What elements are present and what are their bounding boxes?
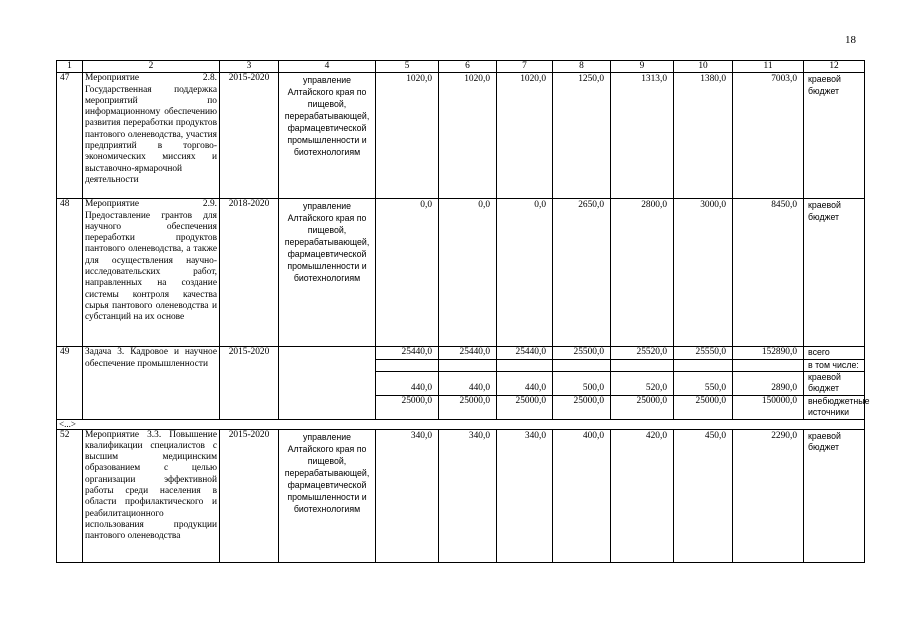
value-cell: 2650,0	[553, 199, 611, 347]
total-cell: 2290,0	[733, 429, 804, 562]
source-cell: краевой бюджет	[804, 429, 865, 562]
column-header: 3	[220, 61, 279, 73]
value-cell: 420,0	[611, 429, 674, 562]
value-cell	[674, 359, 733, 371]
value-cell: 25000,0	[674, 395, 733, 419]
column-header: 5	[376, 61, 439, 73]
value-cell: 440,0	[497, 371, 553, 395]
table-row	[57, 73, 865, 199]
omission-row	[57, 419, 865, 429]
value-cell	[376, 359, 439, 371]
column-header: 11	[733, 61, 804, 73]
column-header: 4	[279, 61, 376, 73]
total-cell: 152890,0	[733, 347, 804, 359]
value-cell: 500,0	[553, 371, 611, 395]
value-cell: 25000,0	[553, 395, 611, 419]
value-cell: 25440,0	[376, 347, 439, 359]
value-cell: 3000,0	[674, 199, 733, 347]
program-table	[56, 60, 870, 563]
row-number: 49	[57, 347, 83, 419]
value-cell: 25000,0	[439, 395, 497, 419]
value-cell: 340,0	[376, 429, 439, 562]
value-cell: 400,0	[553, 429, 611, 562]
source-cell: всего	[804, 347, 865, 359]
activity-name: Мероприятие 2.9. Предоставление грантов для научного обеспечения переработки продуктов пантового оленеводства, а также для осуществления научно-исследовательских работ, направленных на создание системы контроля качества сырья пантового оленеводства и субстанций на их основе	[83, 199, 220, 347]
years-cell: 2015-2020	[220, 347, 279, 419]
column-header: 12	[804, 61, 865, 73]
value-cell: 25000,0	[376, 395, 439, 419]
value-cell: 2800,0	[611, 199, 674, 347]
row-number: 52	[57, 429, 83, 562]
value-cell: 520,0	[611, 371, 674, 395]
column-header: 10	[674, 61, 733, 73]
executor-cell: управление Алтайского края по пищевой, перерабатывающей, фармацевтической промышленности и биотехнологиям	[279, 199, 376, 347]
total-cell: 8450,0	[733, 199, 804, 347]
column-header: 8	[553, 61, 611, 73]
value-cell: 25000,0	[611, 395, 674, 419]
value-cell: 1020,0	[376, 73, 439, 199]
value-cell: 25550,0	[674, 347, 733, 359]
activity-name: Мероприятие 3.3. Повышение квалификации специалистов с высшим медицинским образованием с целью организации эффективной работы среди населения в области профилактического и реабилитационного использования продукции пантового оленеводства	[83, 429, 220, 562]
source-cell: краевой бюджет	[804, 371, 865, 395]
value-cell	[497, 359, 553, 371]
source-cell: в том числе:	[804, 359, 865, 371]
value-cell: 25440,0	[497, 347, 553, 359]
value-cell: 550,0	[674, 371, 733, 395]
task-name: Задача 3. Кадровое и научное обеспечение промышленности	[83, 347, 220, 419]
value-cell: 340,0	[497, 429, 553, 562]
total-cell: 150000,0	[733, 395, 804, 419]
column-header: 1	[57, 61, 83, 73]
value-cell: 1313,0	[611, 73, 674, 199]
years-cell: 2015-2020	[220, 429, 279, 562]
value-cell: 440,0	[439, 371, 497, 395]
value-cell: 440,0	[376, 371, 439, 395]
value-cell: 25000,0	[497, 395, 553, 419]
value-cell	[439, 359, 497, 371]
column-header: 7	[497, 61, 553, 73]
value-cell: 0,0	[439, 199, 497, 347]
value-cell: 450,0	[674, 429, 733, 562]
page-number: 18	[845, 34, 856, 46]
row-number: 48	[57, 199, 83, 347]
value-cell: 25500,0	[553, 347, 611, 359]
activity-name: Мероприятие 2.8. Государственная поддержка мероприятий по информационному обеспечению развития переработки продуктов пантового оленеводства, участия предприятий в торгово-экономических миссиях и выставочно-ярмарочной деятельности	[83, 73, 220, 199]
value-cell: 1020,0	[497, 73, 553, 199]
years-cell: 2015-2020	[220, 73, 279, 199]
total-cell	[733, 359, 804, 371]
executor-cell: управление Алтайского края по пищевой, перерабатывающей, фармацевтической промышленности и биотехнологиям	[279, 429, 376, 562]
column-header: 6	[439, 61, 497, 73]
omission-marker: <...>	[57, 419, 865, 429]
table-row	[57, 429, 865, 562]
source-cell: краевой бюджет	[804, 199, 865, 347]
row-number: 47	[57, 73, 83, 199]
source-cell: краевой бюджет	[804, 73, 865, 199]
value-cell: 340,0	[439, 429, 497, 562]
value-cell: 25440,0	[439, 347, 497, 359]
value-cell	[553, 359, 611, 371]
header-row	[57, 61, 865, 73]
table-row	[57, 347, 865, 359]
column-header: 2	[83, 61, 220, 73]
value-cell	[611, 359, 674, 371]
value-cell: 0,0	[376, 199, 439, 347]
value-cell: 0,0	[497, 199, 553, 347]
total-cell: 2890,0	[733, 371, 804, 395]
total-cell: 7003,0	[733, 73, 804, 199]
table-row	[57, 199, 865, 347]
value-cell: 25520,0	[611, 347, 674, 359]
value-cell: 1380,0	[674, 73, 733, 199]
executor-cell: управление Алтайского края по пищевой, перерабатывающей, фармацевтической промышленности и биотехнологиям	[279, 73, 376, 199]
value-cell: 1250,0	[553, 73, 611, 199]
years-cell: 2018-2020	[220, 199, 279, 347]
value-cell: 1020,0	[439, 73, 497, 199]
source-cell: внебюджетные источники	[804, 395, 865, 419]
column-header: 9	[611, 61, 674, 73]
executor-cell	[279, 347, 376, 419]
